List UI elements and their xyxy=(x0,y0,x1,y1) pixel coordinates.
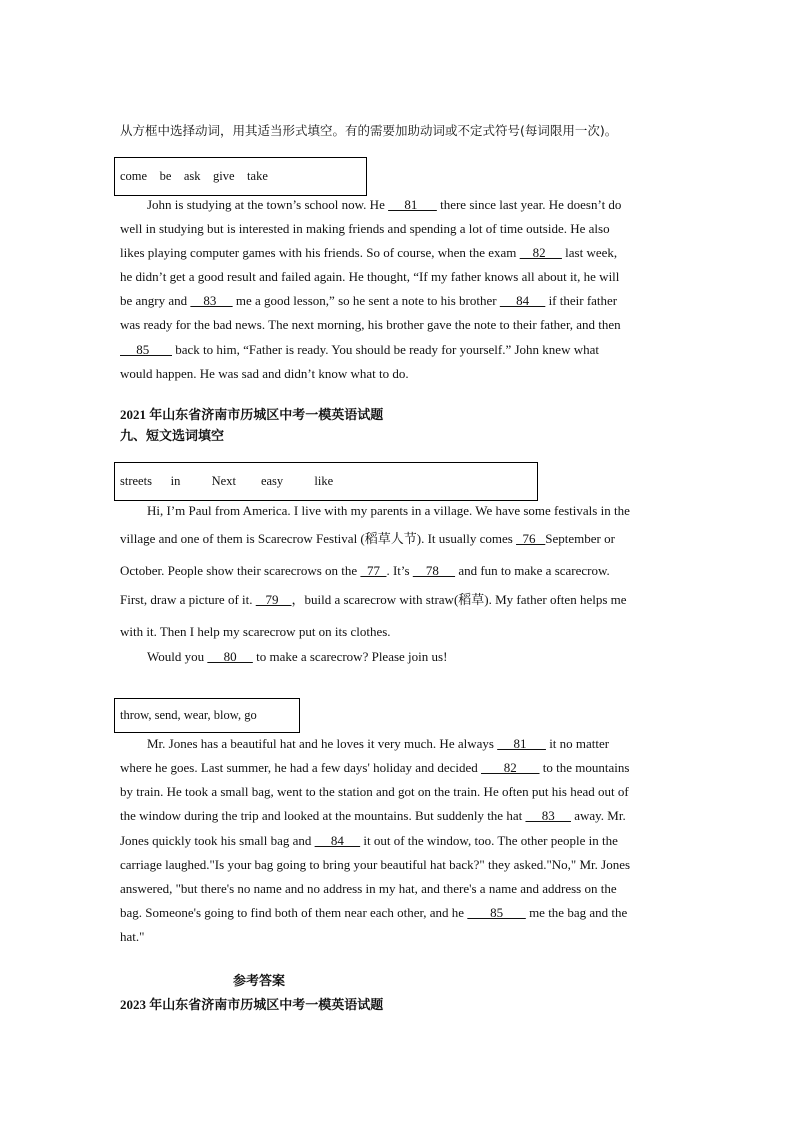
blank-81b: 81 xyxy=(497,736,546,751)
blank-82b: 82 xyxy=(481,760,540,775)
blank-76: 76 xyxy=(516,531,546,546)
p1-line-6: was ready for the bad news. The next morning, his brother gave the note to their father, and then xyxy=(120,317,621,332)
p3-line-4: the window during the trip and looked at the mountains. But suddenly the hat 83 away. Mr. xyxy=(120,808,626,823)
word-box-2: streets in Next easy like xyxy=(114,462,538,501)
p2-line-6: Would you 80 to make a scarecrow? Please join us! xyxy=(147,649,448,664)
p2-line-4: First, draw a picture of it. 79 ，build a scarecrow with straw(稻草). My father often helps me xyxy=(120,592,627,607)
blank-85b: 85 xyxy=(467,905,526,920)
p1-line-2: well in studying but is interested in making friends and spending a lot of time outside. He also xyxy=(120,221,610,236)
p3-line-8: bag. Someone's going to find both of them near each other, and he 85 me the bag and the xyxy=(120,905,628,920)
heading-2023-exam: 2023 年山东省济南市历城区中考一模英语试题 xyxy=(120,997,384,1012)
blank-78: 78 xyxy=(412,563,456,578)
p3-line-6: carriage laughed."Is your bag going to bring your beautiful hat back?" they asked."No," Mr. Jones xyxy=(120,857,631,872)
word-box-3: throw, send, wear, blow, go xyxy=(114,698,300,733)
section-heading: 九、短文选词填空 xyxy=(120,428,225,443)
p3-line-1: Mr. Jones has a beautiful hat and he loves it very much. He always 81 it no matter xyxy=(147,736,610,751)
p1-line-5: be angry and 83 me a good lesson,” so he sent a note to his brother 84 if their father xyxy=(120,293,618,308)
p1-line-7: 85 back to him, “Father is ready. You should be ready for yourself.” John knew what xyxy=(120,342,599,357)
p1-line-4: he didn’t get a good result and failed again. He thought, “If my father knows all about it, he will xyxy=(120,269,620,284)
p1-line-1: John is studying at the town’s school now. He 81 there since last year. He doesn’t do xyxy=(147,197,622,212)
p1-line-3: likes playing computer games with his friends. So of course, when the exam 82 last week, xyxy=(120,245,618,260)
p2-line-5: with it. Then I help my scarecrow put on its clothes. xyxy=(120,624,391,639)
blank-80: 80 xyxy=(207,649,253,664)
blank-85: 85 xyxy=(120,342,172,357)
p3-line-3: by train. He took a small bag, went to the station and got on the train. He often put his head out of xyxy=(120,784,629,799)
p1-line-8: would happen. He was sad and didn’t know what to do. xyxy=(120,366,409,381)
p2-line-1: Hi, I’m Paul from America. I live with my parents in a village. We have some festivals in the xyxy=(147,503,630,518)
instruction-text: 从方框中选择动词，用其适当形式填空。有的需要加助动词或不定式符号(每词限用一次)。 xyxy=(120,123,618,138)
heading-2021-exam: 2021 年山东省济南市历城区中考一模英语试题 xyxy=(120,407,384,422)
blank-83: 83 xyxy=(190,293,233,308)
blank-84b: 84 xyxy=(314,833,361,848)
p3-line-7: answered, "but there's no name and no address in my hat, and there's a name and address on the xyxy=(120,881,617,896)
blank-77: 77 xyxy=(360,563,387,578)
blank-82: 82 xyxy=(519,245,562,260)
p3-line-5: Jones quickly took his small bag and 84 it out of the window, too. The other people in the xyxy=(120,833,618,848)
blank-84: 84 xyxy=(499,293,546,308)
p2-line-3: October. People show their scarecrows on the 77 . It’s 78 and fun to make a scarecrow. xyxy=(120,563,610,578)
blank-83b: 83 xyxy=(525,808,571,823)
answer-key-title: 参考答案 xyxy=(233,973,286,988)
word-box-1: come be ask give take xyxy=(114,157,367,196)
p3-line-2: where he goes. Last summer, he had a few days' holiday and decided 82 to the mountains xyxy=(120,760,630,775)
blank-81: 81 xyxy=(388,197,437,212)
p3-line-9: hat." xyxy=(120,929,145,944)
blank-79: 79 xyxy=(255,592,292,607)
p2-line-2: village and one of them is Scarecrow Festival (稻草人节). It usually comes 76 September or xyxy=(120,531,615,546)
